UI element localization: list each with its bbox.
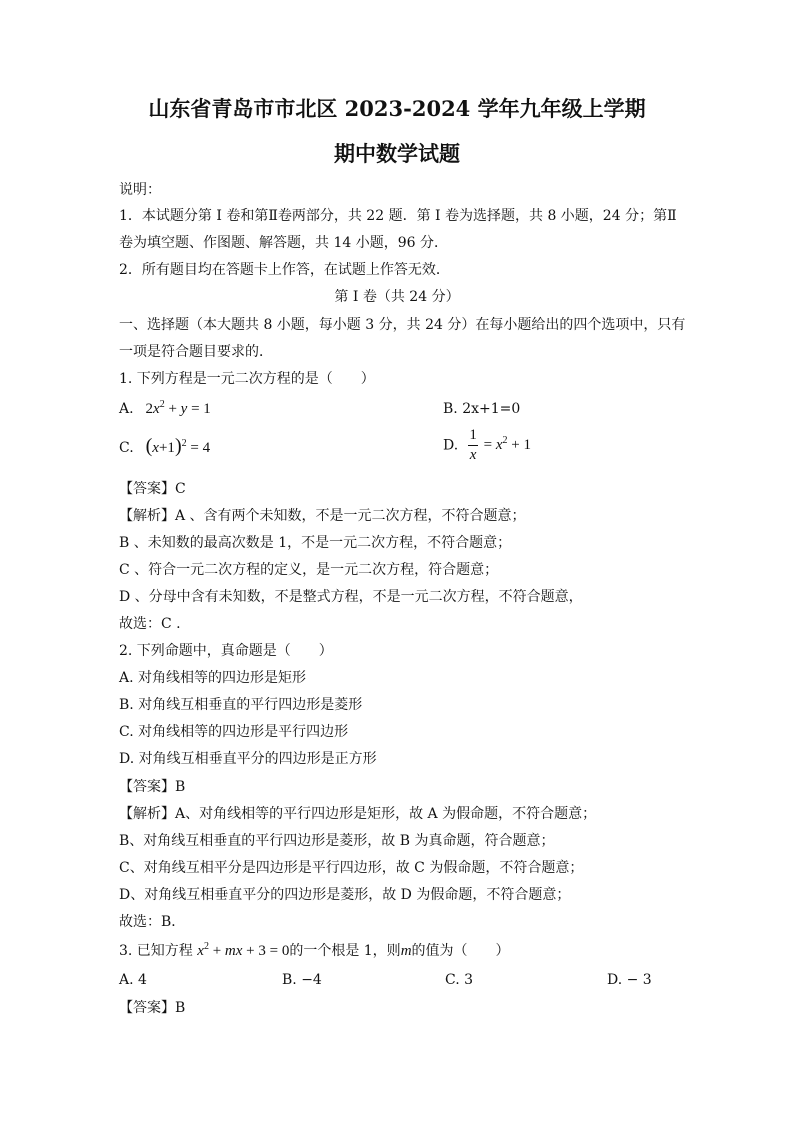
q1-option-a — [119, 399, 211, 417]
q1-option-c-formula: $(x+1)^2 = 4$ — [145, 435, 211, 457]
section-1-heading: 第 I 卷（共 24 分） — [334, 289, 460, 305]
q1-option-d-formula: $\frac{1}{x}$ = $x^2 + 1$ — [469, 427, 531, 463]
q1-stem: 1. 下列方程是一元二次方程的是（ ） — [119, 371, 375, 387]
q2-answer: 【答案】B — [119, 779, 186, 795]
q2-option: B. 对角线互相垂直的平行四边形是菱形 — [119, 697, 363, 713]
q2-option: C. 对角线相等的四边形是平行四边形 — [119, 724, 349, 740]
q1-option-d — [443, 428, 531, 463]
q2-analysis-line: D、对角线互相垂直平分的四边形是菱形，故 D 为假命题，不符合题意； — [119, 887, 571, 903]
q1-option-b-label: B. — [443, 401, 458, 417]
q2-option: A. 对角线相等的四边形是矩形 — [119, 670, 307, 686]
q2-analysis-line: B、对角线互相垂直的平行四边形是菱形，故 B 为真命题，符合题意； — [119, 833, 555, 849]
q1-option-c-label: C. — [119, 440, 134, 456]
q3-stem-prefix: 3. 已知方程 — [119, 943, 193, 959]
q3-stem — [119, 941, 510, 959]
q3-stem-suffix: 的值为（ ） — [411, 943, 510, 959]
q3-stem-var: m — [400, 943, 412, 959]
note-2: 2．所有题目均在答题卡上作答，在试题上作答无效． — [119, 262, 450, 278]
q1-option-b — [443, 402, 520, 416]
note-1-line2: 卷为填空题、作图题、解答题，共 14 小题，96 分． — [119, 235, 448, 251]
q3-answer: 【答案】B — [119, 1000, 186, 1016]
part-1-intro-line2: 一项是符合题目要求的． — [119, 344, 273, 360]
q2-analysis-line: 故选：B． — [119, 914, 186, 930]
note-1-line1: 1．本试题分第 I 卷和第Ⅱ卷两部分，共 22 题．第 I 卷为选择题，共 8 小题，24 分；第Ⅱ — [119, 208, 677, 224]
q2-stem: 2. 下列命题中，真命题是（ ） — [119, 643, 333, 659]
doc-title-line2: 期中数学试题 — [334, 141, 460, 166]
q1-analysis-line: 【解析】A 、含有两个未知数，不是一元二次方程，不符合题意； — [119, 508, 526, 524]
q2-analysis-line: 【解析】A、对角线相等的平行四边形是矩形，故 A 为假命题，不符合题意； — [119, 806, 597, 822]
q1-option-a-formula: $2x^2 + y = 1$ — [138, 399, 211, 417]
doc-title-line1: 山东省青岛市市北区 2023-2024 学年九年级上学期 — [148, 96, 646, 121]
q3-stem-mid: 的一个根是 1，则 — [289, 943, 401, 959]
q1-option-a-label: A. — [119, 401, 134, 417]
q1-option-b-text: 2x+1=0 — [462, 401, 521, 417]
q1-analysis-line: D 、分母中含有未知数，不是整式方程，不是一元二次方程，不符合题意， — [119, 589, 583, 605]
q1-answer: 【答案】C — [119, 481, 186, 497]
q3-option-c: C. 3 — [445, 972, 474, 988]
q2-option: D. 对角线互相垂直平分的四边形是正方形 — [119, 751, 377, 767]
q3-option-a: A. 4 — [119, 972, 147, 988]
q1-option-c — [119, 436, 210, 456]
q1-analysis-line: B 、未知数的最高次数是 1，不是一元二次方程，不符合题意； — [119, 535, 512, 551]
q3-option-b: B. −4 — [282, 972, 322, 988]
explain-label: 说明： — [119, 182, 161, 198]
part-1-intro-line1: 一、选择题（本大题共 8 小题，每小题 3 分，共 24 分）在每小题给出的四个选项中，只有 — [119, 317, 686, 333]
q2-analysis-line: C、对角线互相平分是四边形是平行四边形，故 C 为假命题，不符合题意； — [119, 860, 584, 876]
q3-option-d: D. − 3 — [607, 972, 652, 988]
q1-option-d-label: D. — [443, 437, 459, 454]
q1-analysis-line: 故选：C . — [119, 616, 181, 632]
q3-equation: $x^2$ + mx + 3 = 0 — [197, 941, 290, 959]
q1-analysis-line: C 、符合一元二次方程的定义，是一元二次方程，符合题意； — [119, 562, 499, 578]
